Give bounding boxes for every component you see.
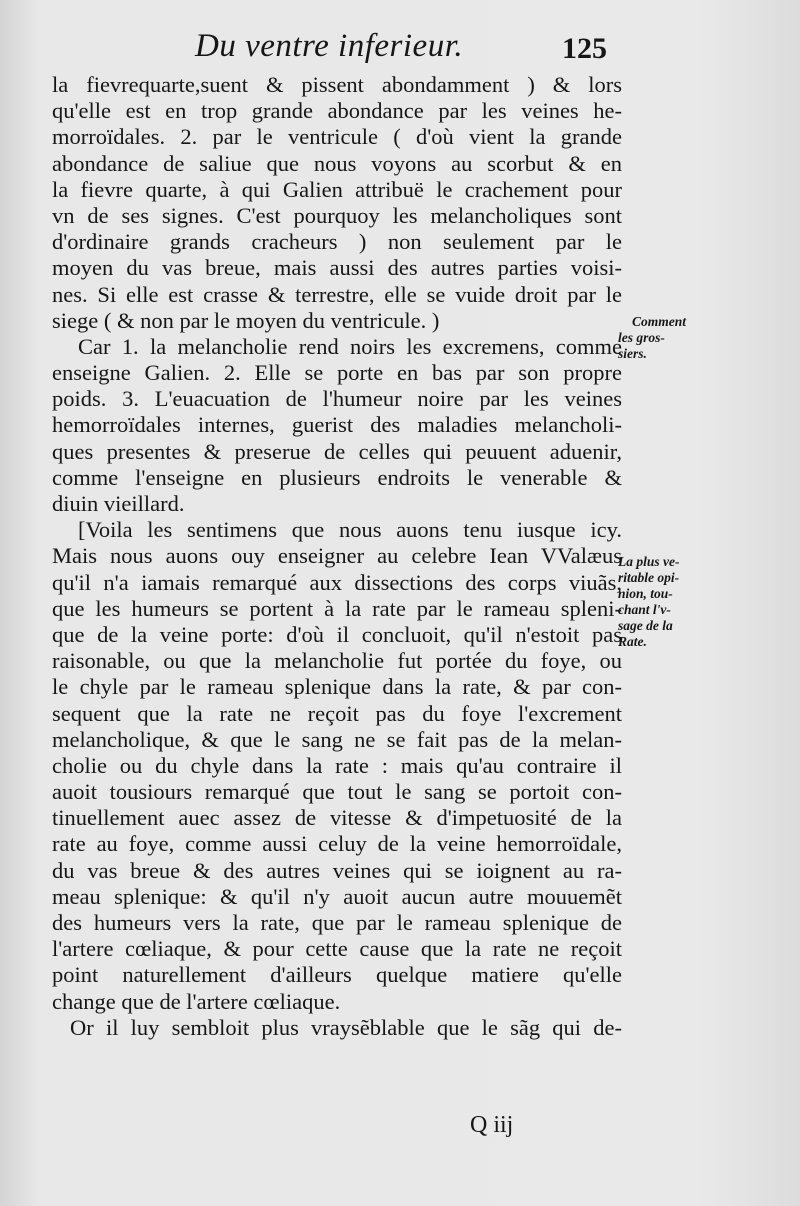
margin-note-line: les gros- bbox=[618, 330, 665, 345]
text-line: la fievre quarte, à qui Galien attribuë le crachement pour bbox=[52, 176, 622, 202]
margin-note-line: ritable opi- bbox=[618, 570, 680, 585]
text-line: d'ordinaire grands cracheurs ) non seulement par le bbox=[52, 229, 622, 255]
text-line: Mais nous auons ouy enseigner au celebre Iean VValæus bbox=[52, 543, 622, 569]
text-line: des humeurs vers la rate, que par le rameau splenique de bbox=[52, 910, 622, 935]
text-line: sequent que la rate ne reçoit pas du foye l'excrement bbox=[52, 700, 622, 726]
text-line: raisonable, ou que la melancholie fut portée du foye, ou bbox=[52, 648, 622, 674]
text-line: siege ( & non par le moyen du ventricule. ) bbox=[52, 307, 440, 333]
text-line: rate au foye, comme aussi celuy de la veine hemorroïdale, bbox=[52, 831, 622, 857]
body-text bbox=[52, 72, 622, 1041]
text-line: melancholique, & que le sang ne se fait pas de la melan- bbox=[52, 726, 622, 752]
running-title: Du ventre inferieur. bbox=[195, 28, 464, 64]
paragraph-start-line: Or il luy sembloit plus vraysẽblable que le sãg qui de- bbox=[70, 1014, 622, 1040]
margin-note-line: nion, tou- bbox=[618, 586, 673, 601]
text-line: point naturellement d'ailleurs quelque matiere qu'elle bbox=[52, 962, 622, 988]
text-line: qu'il n'a iamais remarqué aux dissections des corps viuãs, bbox=[52, 569, 622, 595]
text-line: hemorroïdales internes, guerist des maladies melancholi- bbox=[52, 412, 622, 438]
text-line: que de la veine porte: d'où il concluoit, qu'il n'estoit pas bbox=[52, 621, 622, 647]
signature-mark: Q iij bbox=[470, 1112, 514, 1138]
margin-note-gross bbox=[618, 314, 796, 362]
margin-note-rate bbox=[618, 554, 796, 650]
text-line: diuin vieillard. bbox=[52, 491, 185, 516]
text-line: ques presentes & preserue de celles qui peuuent aduenir, bbox=[52, 438, 622, 464]
paragraph-start-line: Car 1. la melancholie rend noirs les excremens, comme bbox=[78, 333, 622, 359]
margin-note-line: chant l'v- bbox=[618, 602, 671, 617]
page-number: 125 bbox=[562, 32, 607, 65]
text-line: moyen du vas breue, mais aussi des autres parties voisi- bbox=[52, 255, 622, 281]
text-line: meau splenique: & qu'il n'y auoit aucun autre mouuemẽt bbox=[52, 883, 622, 909]
text-line: cholie ou du chyle dans la rate : mais qu'au contraire il bbox=[52, 752, 622, 778]
margin-note-line: La plus ve- bbox=[618, 554, 680, 569]
text-line: que les humeurs se portent à la rate par le rameau spleni- bbox=[52, 595, 622, 621]
margin-note-line: siers. bbox=[618, 346, 647, 361]
text-line: vn de ses signes. C'est pourquoy les melancholiques sont bbox=[52, 202, 622, 228]
text-line: du vas breue & des autres veines qui se ioignent au ra- bbox=[52, 857, 622, 883]
margin-note-line: sage de la bbox=[618, 618, 673, 633]
margin-note-line: Rate. bbox=[618, 634, 647, 649]
margin-note-line: Comment bbox=[632, 314, 687, 329]
text-line: abondance de saliue que nous voyons au scorbut & en bbox=[52, 150, 622, 176]
text-line: comme l'enseigne en plusieurs endroits le venerable & bbox=[52, 464, 622, 490]
text-line: l'artere cœliaque, & pour cette cause que la rate ne reçoit bbox=[52, 936, 622, 962]
text-line: le chyle par le rameau splenique dans la rate, & par con- bbox=[52, 674, 622, 700]
text-line: auoit tousiours remarqué que tout le sang se portoit con- bbox=[52, 779, 622, 805]
text-line: tinuellement auec assez de vitesse & d'impetuosité de la bbox=[52, 805, 622, 831]
text-line: enseigne Galien. 2. Elle se porte en bas par son propre bbox=[52, 360, 622, 386]
page-header bbox=[0, 22, 800, 72]
text-line: change que de l'artere cœliaque. bbox=[52, 988, 341, 1014]
text-line: qu'elle est en trop grande abondance par les veines he- bbox=[52, 98, 622, 124]
text-line: poids. 3. L'euacuation de l'humeur noire par les veines bbox=[52, 386, 622, 412]
text-line: la fievrequarte,suent & pissent abondamment ) & lors bbox=[52, 72, 622, 97]
paragraph-start-line: [Voila les sentimens que nous auons tenu iusque icy. bbox=[78, 517, 622, 543]
text-line: morroïdales. 2. par le ventricule ( d'où vient la grande bbox=[52, 124, 622, 150]
text-line: nes. Si elle est crasse & terrestre, elle se vuide droit par le bbox=[52, 281, 622, 307]
